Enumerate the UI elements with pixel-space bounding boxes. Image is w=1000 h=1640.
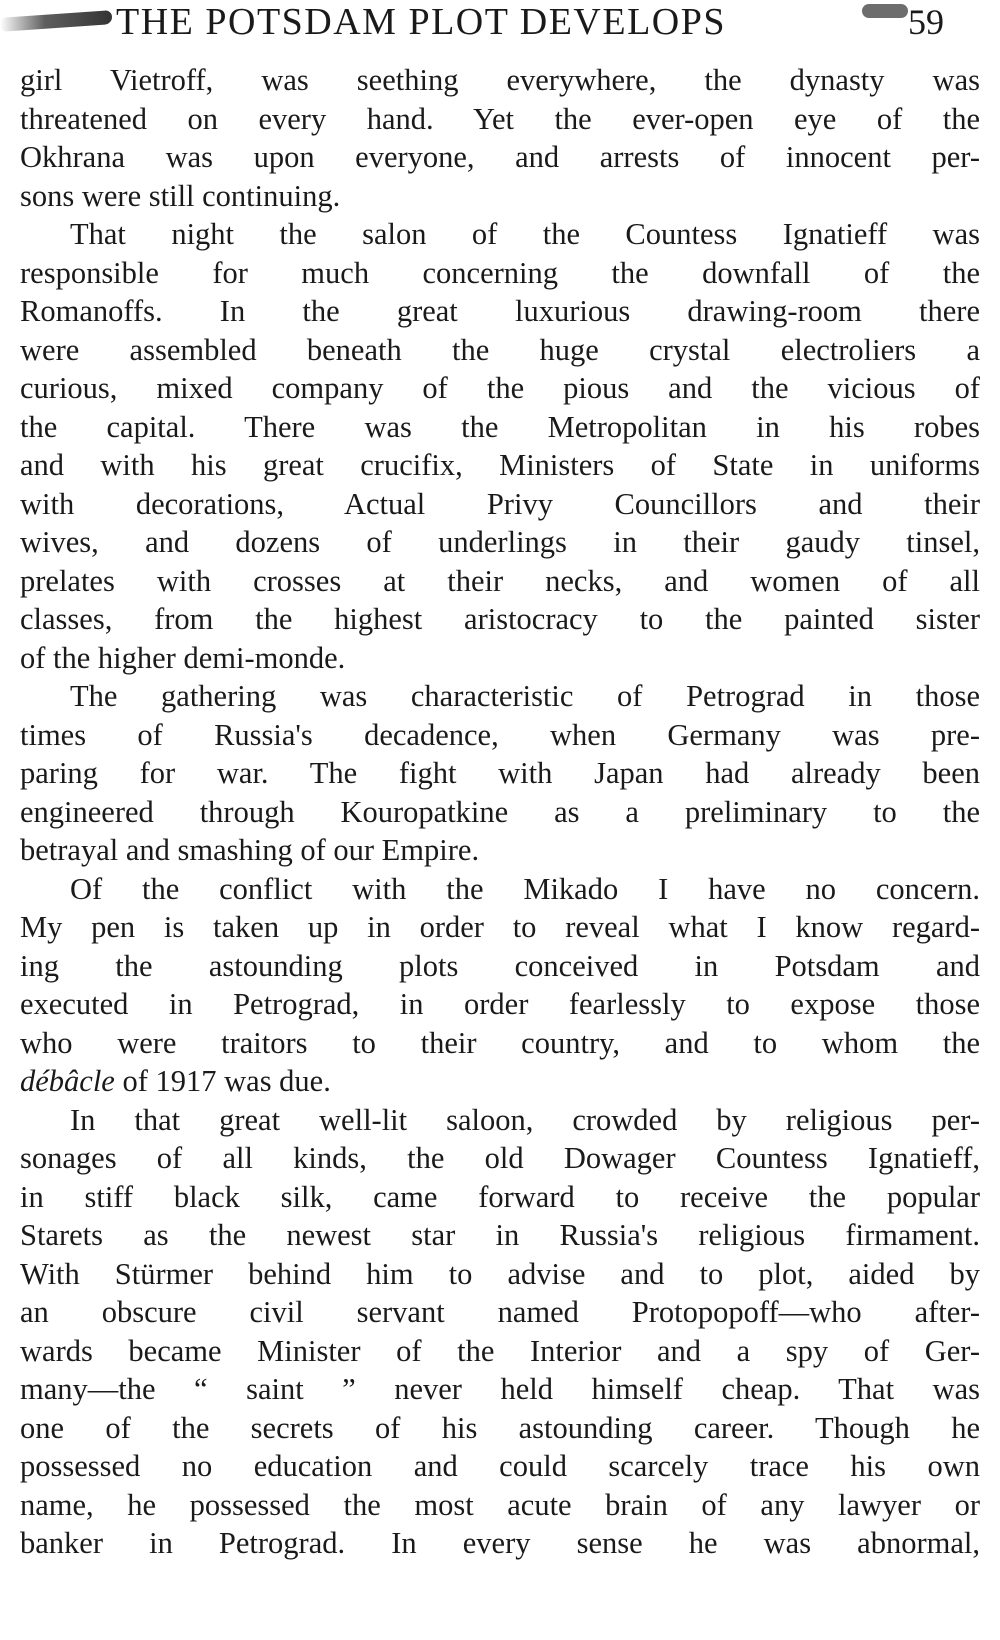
text-line: banker in Petrograd. In every sense he was abnormal, bbox=[20, 1526, 980, 1560]
text-line: many—the “ saint ” never held himself cheap. That was bbox=[20, 1372, 980, 1406]
text-line: classes, from the highest aristocracy to the painted sister bbox=[20, 602, 980, 636]
text-line: threatened on every hand. Yet the ever-open eye of the bbox=[20, 101, 980, 136]
text-line: were assembled beneath the huge crystal electroliers a bbox=[20, 332, 980, 367]
text-line: My pen is taken up in order to reveal what I know regard- bbox=[20, 910, 980, 944]
text-line: who were traitors to their country, and to whom the bbox=[20, 1025, 980, 1060]
text-line: The gathering was characteristic of Petrograd in those bbox=[70, 679, 980, 713]
paragraph bbox=[20, 870, 980, 1101]
text-line: the capital. There was the Metropolitan in his robes bbox=[20, 409, 980, 444]
ink-smudge bbox=[0, 10, 112, 32]
text-line: executed in Petrograd, in order fearlessly to expose those bbox=[20, 987, 980, 1021]
text-line: responsible for much concerning the downfall of the bbox=[20, 255, 980, 290]
text-line: Romanoffs. In the great luxurious drawing-room there bbox=[20, 294, 980, 328]
text-line: girl Vietroff, was seething everywhere, the dynasty was bbox=[20, 63, 980, 97]
paragraph bbox=[20, 215, 980, 677]
text-line: sons were still continuing. bbox=[20, 178, 341, 213]
paragraph bbox=[20, 61, 980, 215]
text-line: Okhrana was upon everyone, and arrests of innocent per- bbox=[20, 140, 980, 174]
text-line: In that great well-lit saloon, crowded by religious per- bbox=[70, 1102, 980, 1137]
text-line: paring for war. The fight with Japan had already been bbox=[20, 756, 980, 790]
text-line: wards became Minister of the Interior and a spy of Ger- bbox=[20, 1333, 980, 1368]
running-title: THE POTSDAM PLOT DEVELOPS bbox=[116, 1, 727, 43]
body-text bbox=[20, 61, 980, 1563]
text-line: an obscure civil servant named Protopopoff—who after- bbox=[20, 1295, 980, 1329]
text-line bbox=[20, 1062, 980, 1101]
text-line: prelates with crosses at their necks, and women of all bbox=[20, 563, 980, 598]
paragraph bbox=[20, 677, 980, 870]
running-header bbox=[0, 0, 1000, 50]
page-number: 59 bbox=[908, 2, 944, 42]
text-line: possessed no education and could scarcely trace his own bbox=[20, 1449, 980, 1483]
text-line: ing the astounding plots conceived in Potsdam and bbox=[20, 948, 980, 983]
text-line: and with his great crucifix, Ministers of State in uniforms bbox=[20, 448, 980, 482]
paragraph bbox=[20, 1101, 980, 1563]
italic-word: débâcle bbox=[20, 1064, 115, 1098]
text-line: That night the salon of the Countess Ignatieff was bbox=[70, 217, 980, 251]
text-line: sonages of all kinds, the old Dowager Countess Ignatieff, bbox=[20, 1141, 980, 1175]
text-line: name, he possessed the most acute brain of any lawyer or bbox=[20, 1487, 980, 1522]
text-line: times of Russia's decadence, when Germany was pre- bbox=[20, 717, 980, 752]
text-line: wives, and dozens of underlings in their gaudy tinsel, bbox=[20, 525, 980, 559]
text-line: Starets as the newest star in Russia's religious firmament. bbox=[20, 1218, 980, 1252]
text-line: With Stürmer behind him to advise and to plot, aided by bbox=[20, 1256, 980, 1291]
text-line: of the higher demi-monde. bbox=[20, 640, 346, 675]
text-line: in stiff black silk, came forward to receive the popular bbox=[20, 1179, 980, 1214]
text-fragment: of 1917 was due. bbox=[114, 1064, 331, 1098]
text-line: betrayal and smashing of our Empire. bbox=[20, 833, 480, 867]
text-line: curious, mixed company of the pious and the vicious of bbox=[20, 371, 980, 405]
text-line: engineered through Kouropatkine as a preliminary to the bbox=[20, 794, 980, 829]
text-line: Of the conflict with the Mikado I have no concern. bbox=[70, 871, 980, 906]
ink-smudge bbox=[862, 4, 908, 18]
text-line: one of the secrets of his astounding career. Though he bbox=[20, 1410, 980, 1445]
text-line: with decorations, Actual Privy Councillors and their bbox=[20, 486, 980, 521]
